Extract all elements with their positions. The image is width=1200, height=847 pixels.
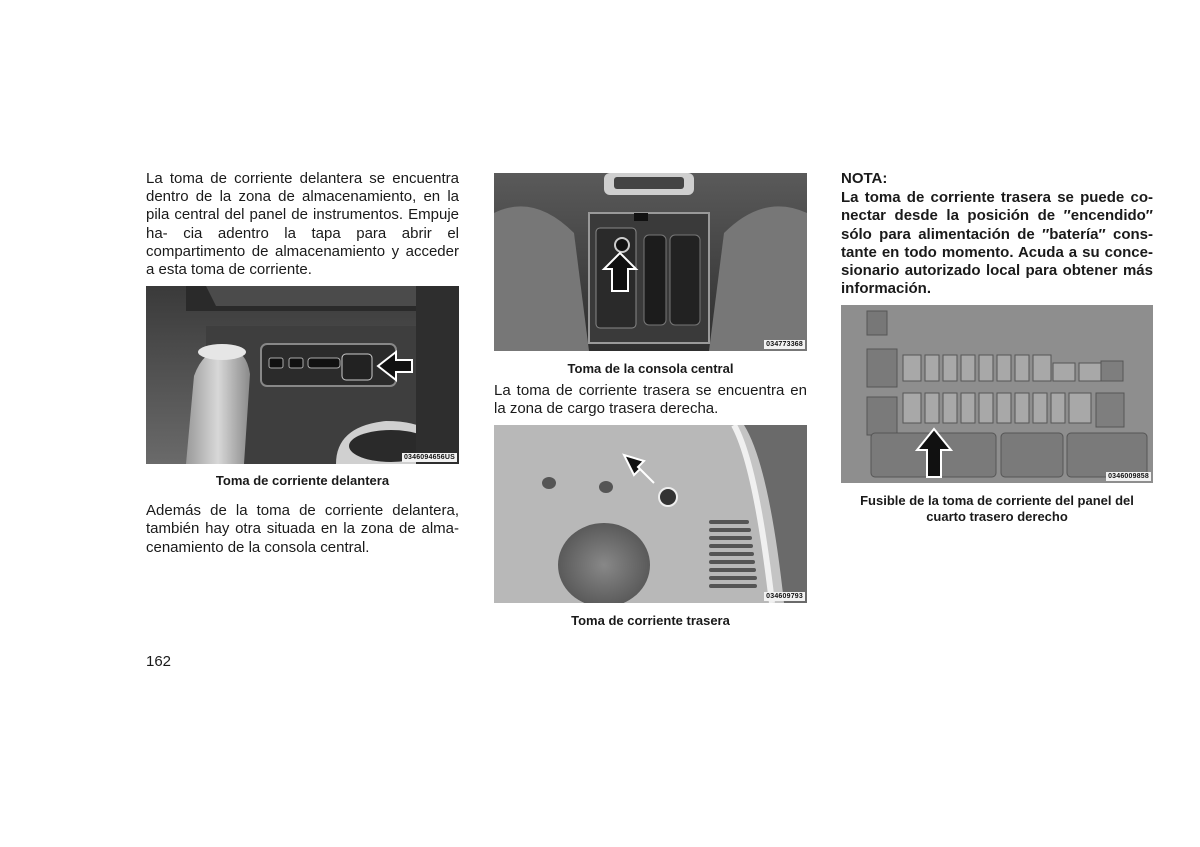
right-column [841,170,1153,525]
middle-column [494,173,807,629]
console-outlet-caption: Toma de la consola central [567,361,734,376]
figure-code: 0346094656US [403,454,455,462]
note-title: NOTA: [841,170,888,187]
figure-code: 034609793 [766,593,803,601]
rear-outlet-paragraph: La toma de corriente trasera se encuentra en la zona de cargo trasera derecha. [494,382,807,418]
front-outlet-figure [146,286,459,464]
page-number: 162 [146,653,172,670]
front-outlet-illustration [146,286,459,464]
figure-code: 034773368 [766,341,803,348]
console-outlet-illustration [494,173,807,351]
front-outlet-caption: Toma de corriente delantera [215,473,390,489]
rear-outlet-figure [494,425,807,603]
rear-outlet-caption: Toma de corriente trasera [571,613,730,629]
rear-outlet-illustration [494,425,807,603]
left-column [146,170,459,557]
figure-code: 0346009858 [1108,473,1149,481]
fuse-panel-caption: Fusible de la toma de corriente del panel del cuarto trasero derecho [860,493,1134,525]
note-text: La toma de corriente trasera se puede co- nectar desde la posición de ″encendido″ sólo para alimentación de ″batería″ cons- tante en todo momento. Acuda a su conce- sionario autorizado local para obtener más información. [841,189,1153,298]
console-outlet-figure [494,173,807,351]
additional-outlet-paragraph: Además de la toma de corriente delantera, también hay otra situada en la zona de alma- cenamiento de la consola central. [146,502,459,556]
front-outlet-paragraph: La toma de corriente delantera se encuentra dentro de la zona de almacenamiento, en la pila central del panel de instrumentos. Empuje ha- cia adentro la tapa para abrir el compartimento de almacenamiento y acceder a esta toma de corriente. [146,170,459,279]
fuse-panel-figure [841,305,1153,483]
fuse-panel-illustration [841,305,1153,483]
